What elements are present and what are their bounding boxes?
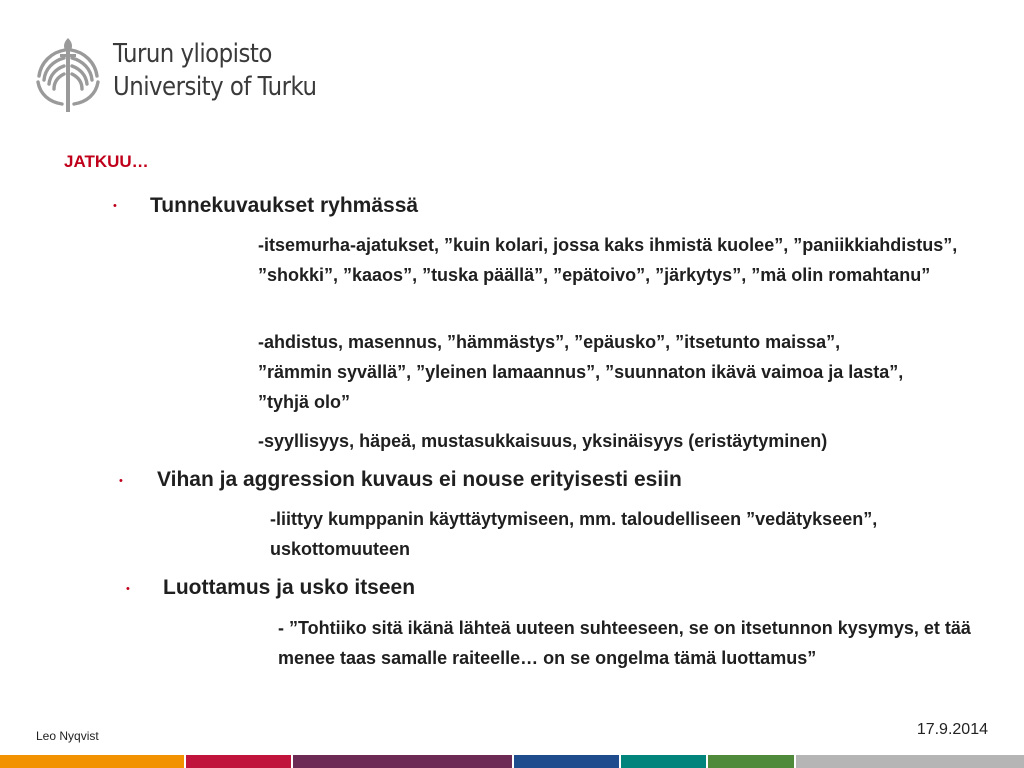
bullet-dot-icon: • — [113, 200, 117, 212]
color-bar-segment — [293, 755, 512, 768]
color-bar-segment — [796, 755, 1024, 768]
color-bar-segment — [0, 755, 184, 768]
university-logo-icon — [34, 36, 102, 114]
color-bar-segment — [514, 755, 619, 768]
bullet-3-paragraph-1: - ”Tohtiiko sitä ikänä lähteä uuteen suhteeseen, se on itsetunnon kysymys, et tää menee taas samalle raiteelle… on se ongelma tämä luottamus” — [278, 618, 971, 668]
bullet-1-paragraph-2: -ahdistus, masennus, ”hämmästys”, ”epäusko”, ”itsetunto maissa”, ”rämmin syvällä”, ”yleinen lamaannus”, ”suunnaton ikävä vaimoa ja lasta”, ”tyhjä olo” — [258, 332, 904, 412]
bullet-title-3: Luottamus ja usko itseen — [163, 576, 416, 599]
color-bar — [0, 755, 1024, 768]
color-bar-segment — [186, 755, 291, 768]
slide-heading: JATKUU… — [64, 152, 149, 171]
bullet-title-2: Vihan ja aggression kuvaus ei nouse erityisesti esiin — [157, 468, 682, 491]
university-name-finnish: Turun yliopisto — [113, 39, 272, 69]
university-name — [113, 38, 316, 104]
color-bar-segment — [621, 755, 706, 768]
footer-date: 17.9.2014 — [916, 721, 988, 738]
bullet-1-paragraph-3: -syyllisyys, häpeä, mustasukkaisuus, yksinäisyys (eristäytyminen) — [258, 431, 828, 451]
university-name-english: University of Turku — [113, 72, 317, 102]
bullet-1-paragraph-1: -itsemurha-ajatukset, ”kuin kolari, jossa kaks ihmistä kuolee”, ”paniikkiahdistus”, ”shokki”, ”kaaos”, ”tuska päällä”, ”epätoivo”, ”järkytys”, ”mä olin romahtanu” — [258, 235, 958, 285]
bullet-dot-icon: • — [119, 475, 123, 487]
bullet-title-1: Tunnekuvaukset ryhmässä — [150, 194, 419, 217]
color-bar-segment — [708, 755, 794, 768]
bullet-dot-icon: • — [126, 583, 130, 595]
footer-author: Leo Nyqvist — [36, 729, 99, 743]
bullet-2-paragraph-1: -liittyy kumppanin käyttäytymiseen, mm. taloudelliseen ”vedätykseen”, uskottomuuteen — [270, 509, 878, 559]
